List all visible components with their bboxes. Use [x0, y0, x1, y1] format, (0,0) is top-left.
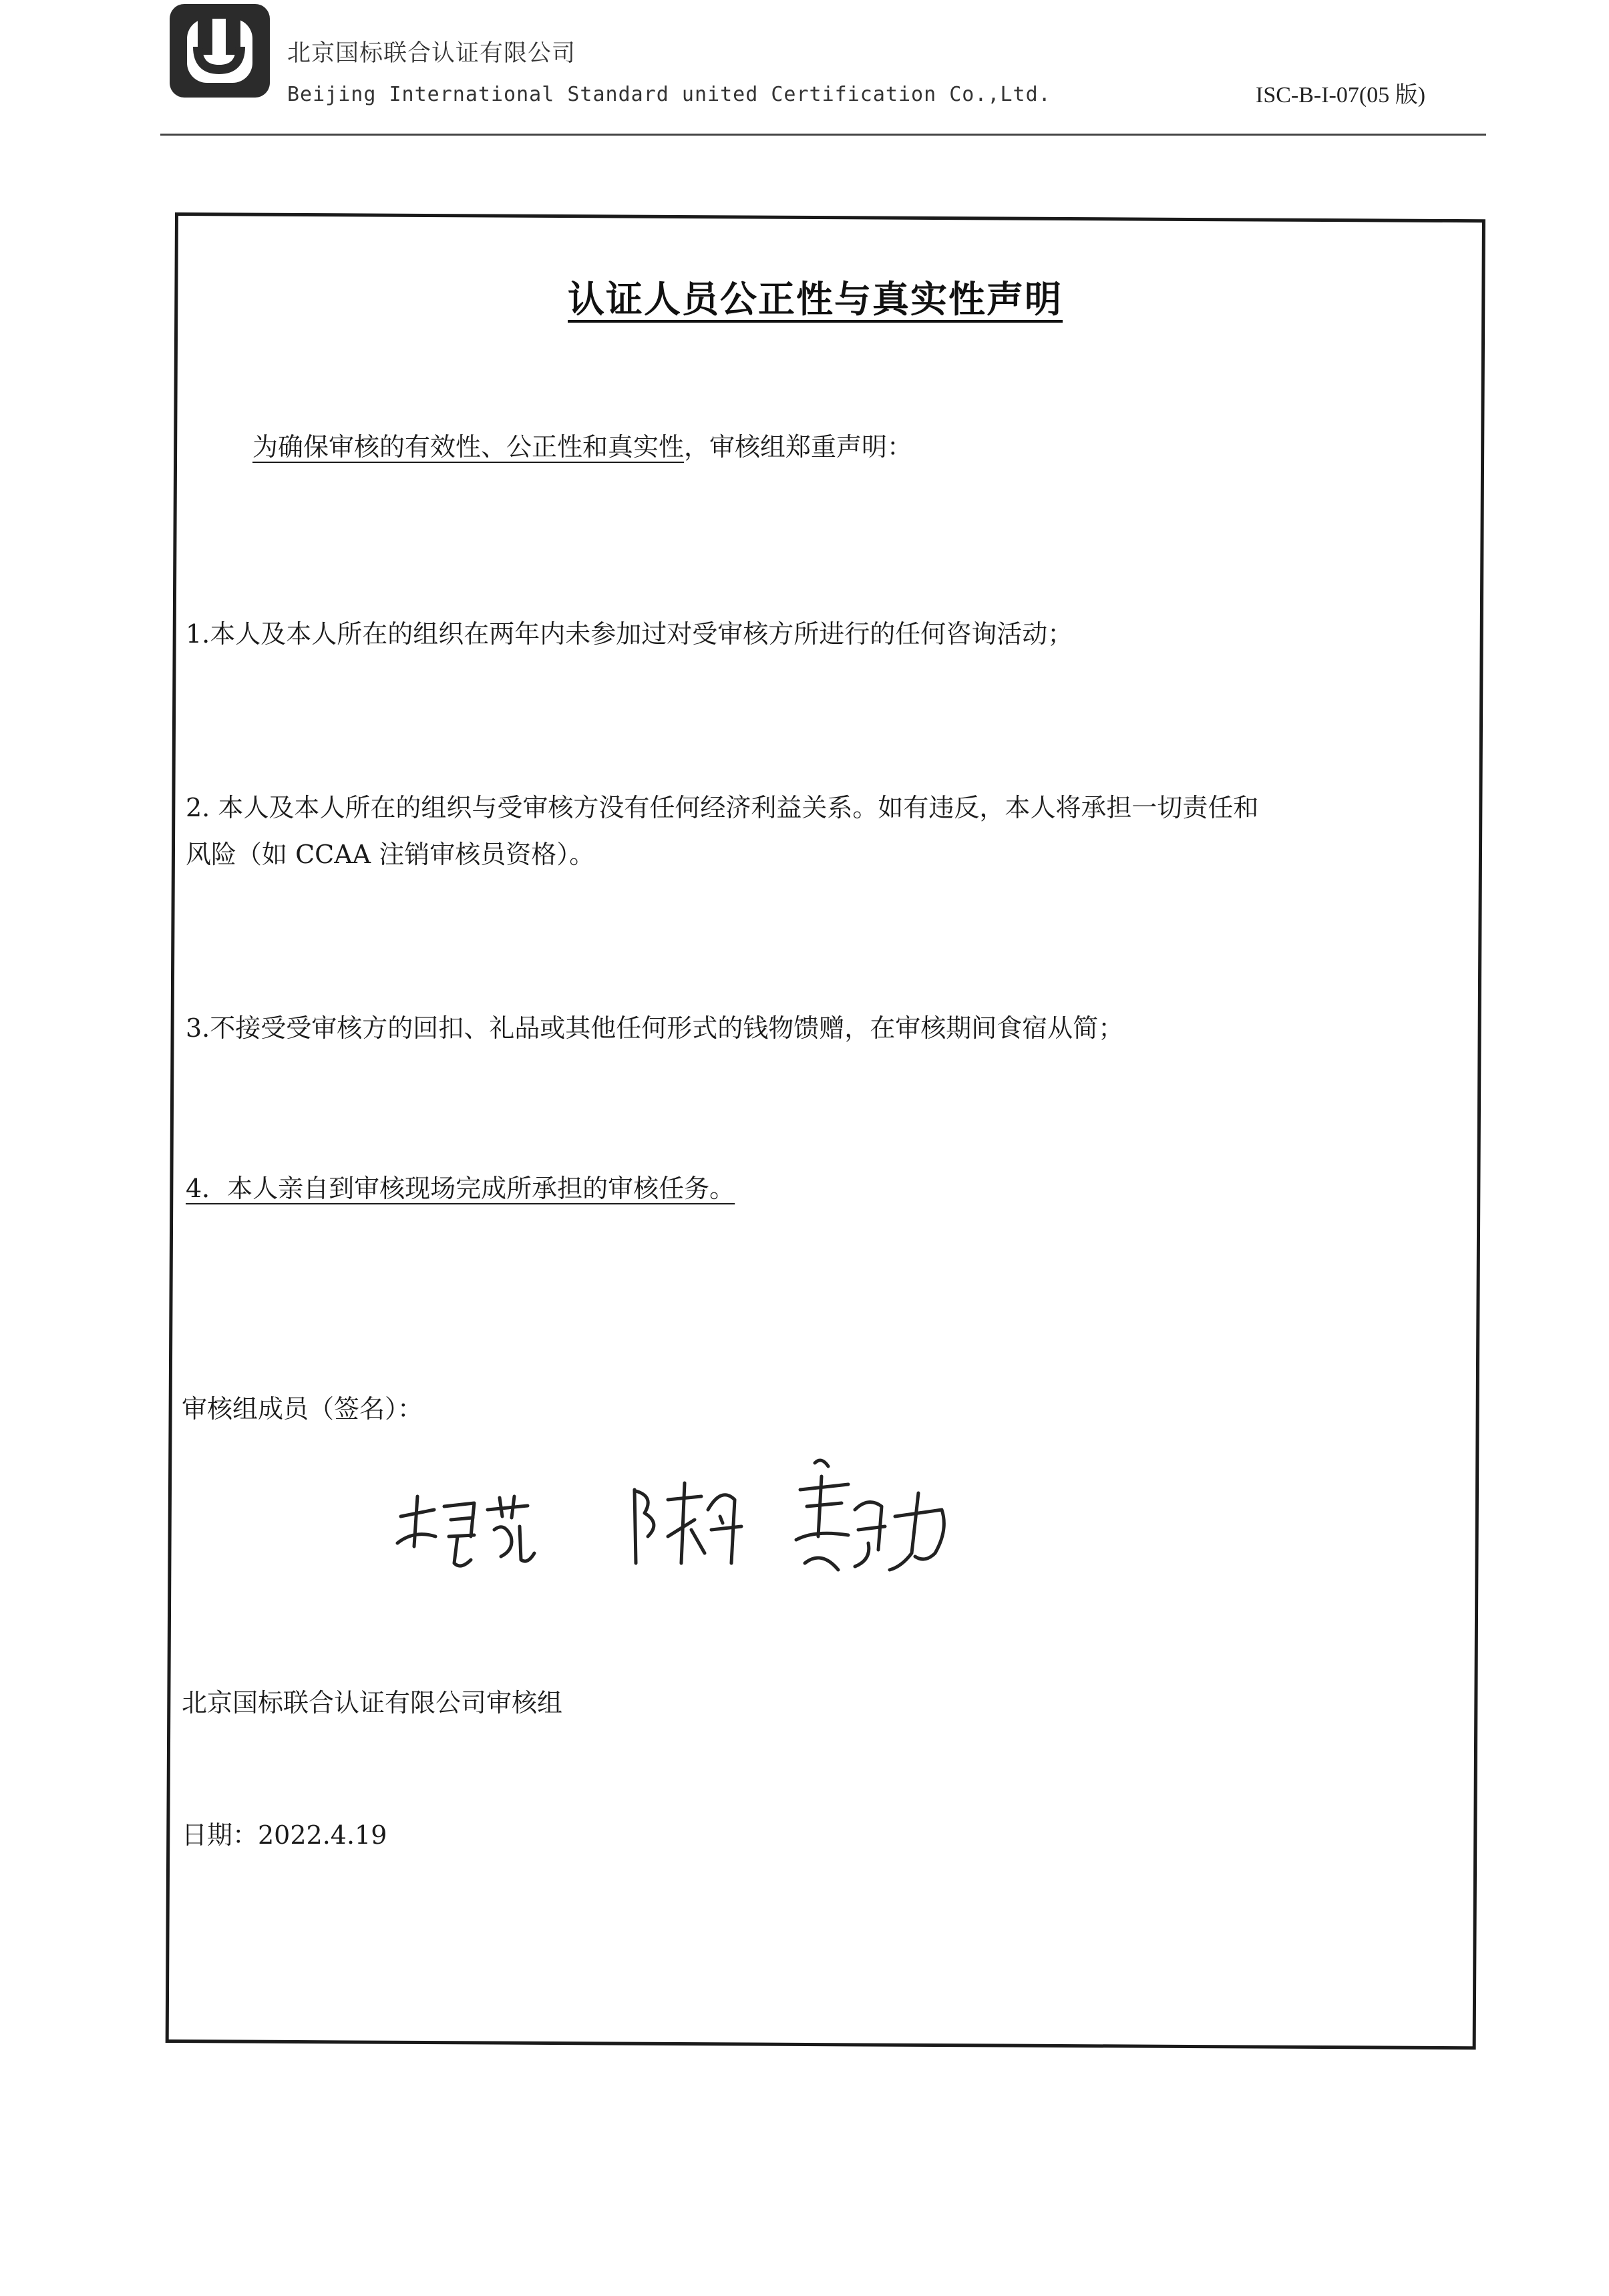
members-label: 审核组成员（签名）： — [182, 1394, 423, 1424]
clause-1: 1.本人及本人所在的组织在两年内未参加过对受审核方所进行的任何咨询活动； — [186, 619, 1073, 649]
header-divider — [160, 134, 1486, 136]
clause-2-line-2: 风险（如 CCAA 注销审核员资格）。 — [186, 840, 595, 869]
company-name-en: Beijing International Standard united Certification Co.,Ltd. — [287, 83, 1051, 106]
intro-rest: ，审核组郑重声明： — [684, 432, 913, 462]
handwritten-signatures — [387, 1436, 989, 1603]
clause-2-line-1: 2. 本人及本人所在的组织与受审核方没有任何经济利益关系。如有违反，本人将承担一切责任和 — [186, 793, 1259, 822]
intro-underlined: 为确保审核的有效性、公正性和真实性 — [252, 432, 685, 462]
company-name-cn: 北京国标联合认证有限公司 — [287, 40, 576, 67]
signing-date: 日期：2022.4.19 — [182, 1820, 387, 1850]
declaration-frame — [166, 212, 1485, 2049]
document-code: ISC-B-I-07(05 版) — [1256, 83, 1426, 108]
clause-3: 3.不接受受审核方的回扣、礼品或其他任何形式的钱物馈赠，在审核期间食宿从简； — [186, 1013, 1124, 1043]
document-title: 认证人员公正性与真实性声明 — [568, 278, 1063, 321]
intro-paragraph — [252, 426, 912, 463]
clause-4: 4．本人亲自到审核现场完成所承担的审核任务。 — [186, 1174, 735, 1203]
company-logo — [160, 0, 274, 102]
org-team-name: 北京国标联合认证有限公司审核组 — [182, 1688, 563, 1717]
